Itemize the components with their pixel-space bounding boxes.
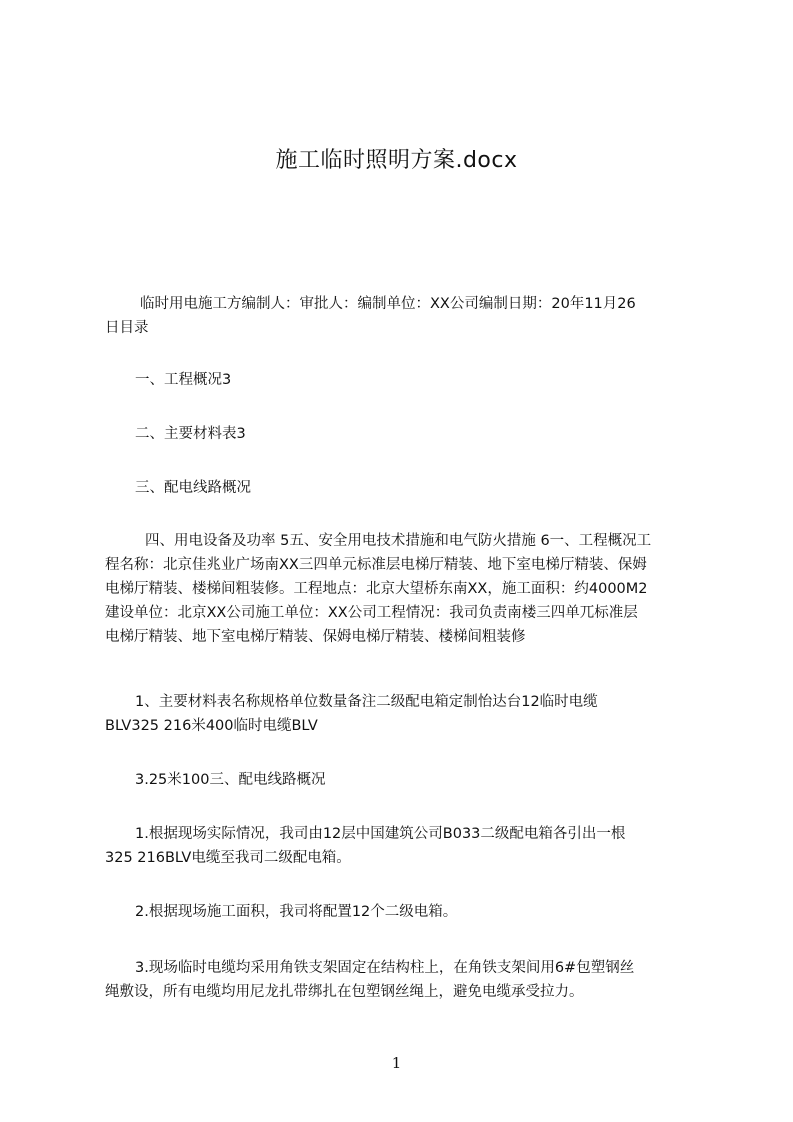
- toc-item-1: [105, 368, 699, 392]
- toc-item-3: [105, 476, 699, 500]
- step-1-line-1: 1.根据现场实际情况，我司由12层中国建筑公司B033二级配电箱各引出一根: [135, 826, 626, 842]
- step-1-line-2: 325 216BLV电缆至我司二级配电箱。: [105, 850, 351, 866]
- intro-paragraph: [105, 292, 699, 340]
- intro-line-1: 临时用电施工方编制人：审批人：编制单位：XX公司编制日期：20年11月26: [140, 296, 636, 312]
- materials-line-1: 1、主要材料表名称规格单位数量备注二级配电箱定制怡达台12临时电缆: [135, 694, 598, 710]
- intro-line-2: 日目录: [105, 320, 149, 336]
- page-number: 1: [391, 1054, 402, 1072]
- step-3-line-1: 3.现场临时电缆均采用角铁支架固定在结构柱上，在角铁支架间用6#包塑钢丝: [135, 960, 635, 976]
- toc-item-2-text: 二、主要材料表3: [135, 426, 246, 442]
- step-2-paragraph: [105, 900, 699, 924]
- overview-line-1: 四、用电设备及功率 5五、安全用电技术措施和电气防火措施 6一、工程概况工: [145, 533, 652, 549]
- overview-line-4: 建设单位：北京XX公司施工单位：XX公司工程情况：我司负责南楼三四单兀标准层: [105, 605, 638, 621]
- toc-item-1-text: 一、工程概况3: [135, 372, 232, 388]
- step-3-line-2: 绳敷设，所有电缆均用尼龙扎带绑扎在包塑钢丝绳上，避免电缆承受拉力。: [105, 984, 584, 1000]
- step-3-paragraph: [105, 956, 699, 1004]
- overview-line-3: 电梯厅精装、楼梯间粗装修。工程地点：北京大望桥东南XX，施工面积：约4000M2: [105, 581, 648, 597]
- overview-line-5: 电梯厅精装、地下室电梯厅精装、保姆电梯厅精装、楼梯间粗装修: [105, 629, 526, 645]
- materials-line-2: BLV325 216米400临时电缆BLV: [105, 718, 318, 734]
- overview-paragraph: [105, 529, 699, 649]
- materials-paragraph: [105, 690, 699, 738]
- toc-item-3-text: 三、配电线路概况: [135, 480, 251, 496]
- step-1-paragraph: [105, 822, 699, 870]
- step-2-text: 2.根据现场施工面积，我司将配置12个二级电箱。: [135, 904, 458, 920]
- document-title: 施工临时照明方案.docx: [275, 148, 518, 173]
- wiring-heading: [105, 768, 699, 792]
- wiring-heading-text: 3.25米100三、配电线路概况: [135, 772, 326, 788]
- overview-line-2: 程名称：北京佳兆业广场南XX三四单元标准层电梯厅精装、地下室电梯厅精装、保姆: [105, 557, 647, 573]
- toc-item-2: [105, 422, 699, 446]
